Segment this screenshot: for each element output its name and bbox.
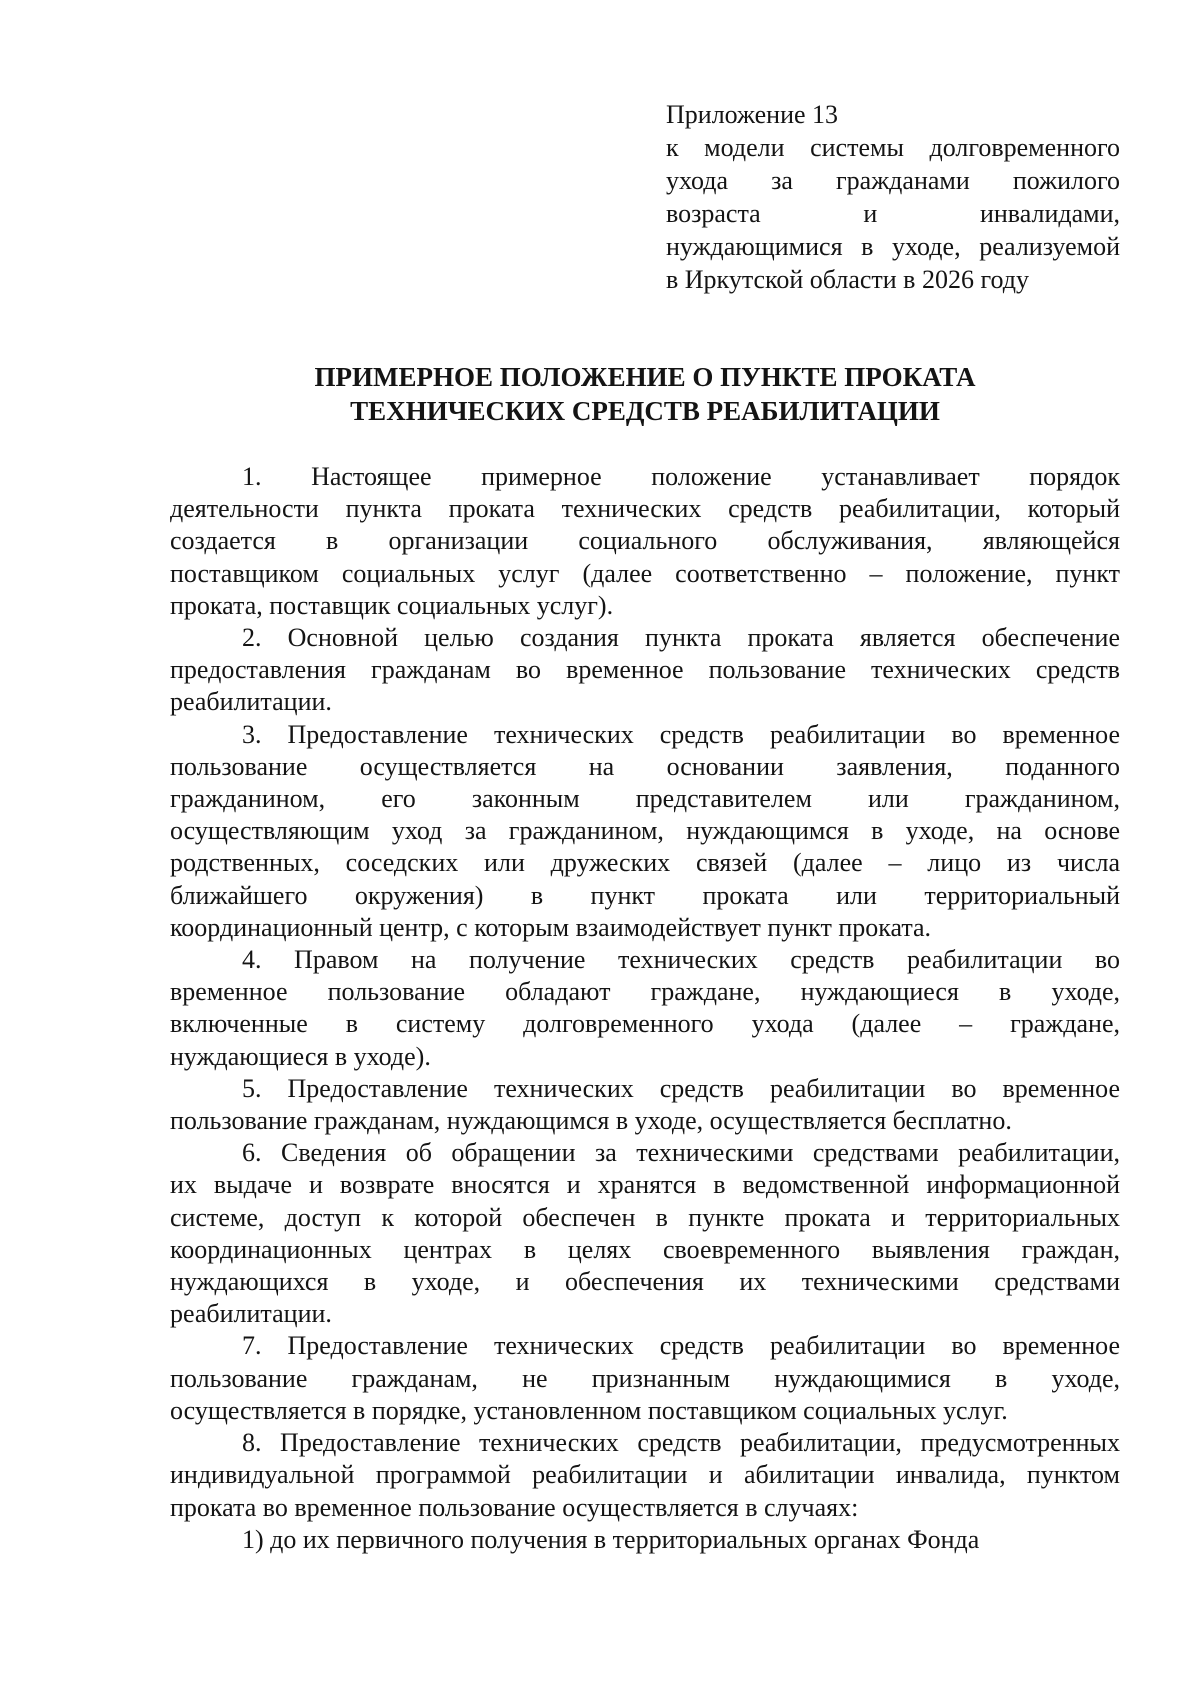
paragraph-line: индивидуальной программой реабилитации и абилитации инвалида, пунктом: [170, 1460, 1120, 1490]
paragraph-line: 5. Предоставление технических средств реабилитации во временное: [242, 1073, 1120, 1103]
paragraph-9: [170, 1524, 1120, 1556]
document-title: [170, 360, 1120, 428]
paragraph-line: родственных, соседских или дружеских связей (далее – лицо из числа: [170, 848, 1120, 878]
paragraph-1: [170, 461, 1120, 622]
paragraph-line: пользование осуществляется на основании заявления, поданного: [170, 751, 1120, 781]
paragraph-line: системе, доступ к которой обеспечен в пункте проката и территориальных: [170, 1202, 1120, 1232]
paragraph-line: 8. Предоставление технических средств реабилитации, предусмотренных: [242, 1428, 1120, 1458]
appendix-line: возраста и инвалидами,: [666, 199, 1120, 228]
paragraph-line: их выдаче и возврате вносятся и хранятся в ведомственной информационной: [170, 1170, 1120, 1200]
paragraph-line: реабилитации.: [170, 687, 332, 717]
paragraph-line: проката, поставщик социальных услуг).: [170, 590, 614, 620]
paragraph-line: пользование гражданам, нуждающимся в уходе, осуществляется бесплатно.: [170, 1106, 1012, 1136]
paragraph-line: гражданином, его законным представителем или гражданином,: [170, 784, 1120, 814]
paragraph-line: деятельности пункта проката технических средств реабилитации, который: [170, 494, 1120, 524]
paragraph-line: включенные в систему долговременного ухода (далее – граждане,: [170, 1009, 1120, 1039]
appendix-header: [666, 98, 1120, 296]
paragraph-line: 7. Предоставление технических средств реабилитации во временное: [242, 1331, 1120, 1361]
paragraph-line: 1) до их первичного получения в территориальных органах Фонда: [242, 1524, 980, 1554]
appendix-line: в Иркутской области в 2026 году: [666, 265, 1029, 294]
title-line-2: ТЕХНИЧЕСКИХ СРЕДСТВ РЕАБИЛИТАЦИИ: [350, 396, 940, 426]
title-line-1: ПРИМЕРНОЕ ПОЛОЖЕНИЕ О ПУНКТЕ ПРОКАТА: [314, 362, 976, 392]
paragraph-3: [170, 719, 1120, 944]
paragraph-line: осуществляющим уход за гражданином, нуждающимся в уходе, на основе: [170, 816, 1120, 846]
paragraph-line: нуждающиеся в уходе).: [170, 1041, 431, 1071]
paragraph-line: ближайшего окружения) в пункт проката или территориальный: [170, 880, 1120, 910]
appendix-line: к модели системы долговременного: [666, 133, 1120, 162]
paragraph-4: [170, 944, 1120, 1073]
paragraph-line: 3. Предоставление технических средств реабилитации во временное: [242, 719, 1120, 749]
appendix-number: Приложение 13: [666, 100, 839, 129]
paragraph-line: 4. Правом на получение технических средств реабилитации во: [242, 945, 1120, 975]
paragraph-7: [170, 1330, 1120, 1427]
paragraph-line: предоставления гражданам во временное пользование технических средств: [170, 655, 1120, 685]
paragraph-line: нуждающихся в уходе, и обеспечения их техническими средствами: [170, 1267, 1120, 1297]
paragraph-line: реабилитации.: [170, 1299, 332, 1329]
appendix-line: ухода за гражданами пожилого: [666, 166, 1120, 195]
document-body: [170, 461, 1120, 1556]
paragraph-line: координационных центрах в целях своевременного выявления граждан,: [170, 1234, 1120, 1264]
paragraph-2: [170, 622, 1120, 719]
appendix-line: нуждающимися в уходе, реализуемой: [666, 232, 1120, 261]
paragraph-line: поставщиком социальных услуг (далее соответственно – положение, пункт: [170, 558, 1120, 588]
paragraph-5: [170, 1073, 1120, 1137]
paragraph-6: [170, 1137, 1120, 1330]
paragraph-line: 6. Сведения об обращении за техническими средствами реабилитации,: [242, 1138, 1120, 1168]
paragraph-line: проката во временное пользование осуществляется в случаях:: [170, 1492, 859, 1522]
paragraph-line: 1. Настоящее примерное положение устанавливает порядок: [242, 462, 1120, 491]
paragraph-line: осуществляется в порядке, установленном поставщиком социальных услуг.: [170, 1395, 1008, 1425]
paragraph-8: [170, 1427, 1120, 1524]
paragraph-line: 2. Основной целью создания пункта проката является обеспечение: [242, 623, 1120, 653]
paragraph-line: создается в организации социального обслуживания, являющейся: [170, 526, 1120, 556]
paragraph-line: временное пользование обладают граждане, нуждающиеся в уходе,: [170, 977, 1120, 1007]
paragraph-line: пользование гражданам, не признанным нуждающимися в уходе,: [170, 1363, 1120, 1393]
paragraph-line: координационный центр, с которым взаимодействует пункт проката.: [170, 912, 932, 942]
